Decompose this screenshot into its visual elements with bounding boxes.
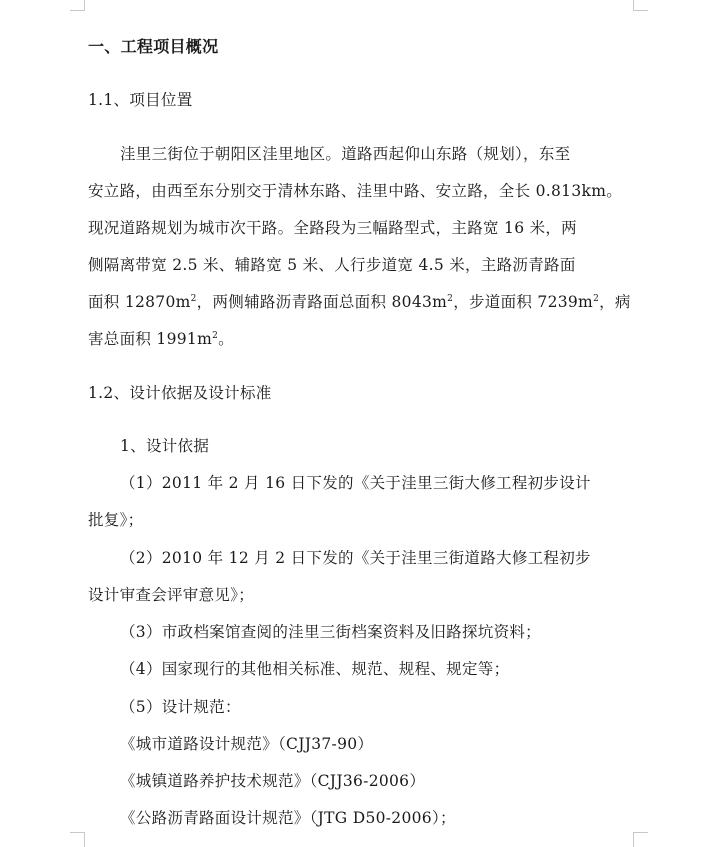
superscript: 2 bbox=[593, 293, 600, 304]
list-item: （2）2010 年 12 月 2 日下发的《关于洼里三街道路大修工程初步 bbox=[120, 549, 591, 567]
paragraph-line: 洼里三街位于朝阳区洼里地区。道路西起仰山东路（规划），东至 bbox=[120, 145, 571, 163]
text-run: ，病 bbox=[599, 293, 631, 311]
superscript: 2 bbox=[190, 293, 197, 304]
subsection-heading-design-basis: 1.2、设计依据及设计标准 bbox=[88, 384, 272, 402]
list-item: （3）市政档案馆查阅的洼里三街档案资料及旧路探坑资料； bbox=[120, 623, 541, 641]
paragraph-line bbox=[88, 329, 234, 349]
text-run: 面积 12870m bbox=[88, 293, 191, 311]
text-run: 害总面积 1991m bbox=[88, 330, 213, 348]
norm-item: 《公路沥青路面设计规范》（JTG D50-2006）； bbox=[120, 809, 456, 827]
list-item: （4）国家现行的其他相关标准、规范、规程、规定等； bbox=[120, 660, 510, 678]
crop-mark-top-right bbox=[633, 0, 648, 11]
sub-heading-design-basis: 1、设计依据 bbox=[120, 437, 210, 455]
list-item: （5）设计规范： bbox=[120, 698, 241, 716]
list-item: （1）2011 年 2 月 16 日下发的《关于洼里三街大修工程初步设计 bbox=[120, 474, 591, 492]
subsection-heading-location: 1.1、项目位置 bbox=[88, 91, 193, 109]
section-heading: 一、工程项目概况 bbox=[88, 37, 219, 56]
crop-mark-bottom-right bbox=[633, 832, 648, 847]
superscript: 2 bbox=[447, 293, 454, 304]
text-run: ，步道面积 7239m bbox=[453, 293, 594, 311]
crop-mark-top-left bbox=[70, 0, 85, 11]
text-run: ，两侧辅路沥青路面总面积 8043m bbox=[196, 293, 448, 311]
paragraph-line: 现况道路规划为城市次干路。全路段为三幅路型式，主路宽 16 米，两 bbox=[88, 219, 577, 237]
list-item: 批复》； bbox=[88, 511, 144, 529]
paragraph-line bbox=[88, 292, 631, 312]
superscript: 2 bbox=[212, 330, 219, 341]
list-item: 设计审查会评审意见》； bbox=[88, 586, 255, 604]
text-run: 。 bbox=[218, 330, 234, 348]
crop-mark-bottom-left bbox=[70, 832, 85, 847]
norm-item: 《城镇道路养护技术规范》（CJJ36-2006） bbox=[120, 772, 426, 790]
norm-item: 《城市道路设计规范》（CJJ37-90） bbox=[120, 735, 374, 753]
paragraph-line: 安立路，由西至东分别交于清林东路、洼里中路、安立路，全长 0.813km。 bbox=[88, 182, 622, 200]
paragraph-line: 侧隔离带宽 2.5 米、辅路宽 5 米、人行步道宽 4.5 米，主路沥青路面 bbox=[88, 256, 576, 274]
